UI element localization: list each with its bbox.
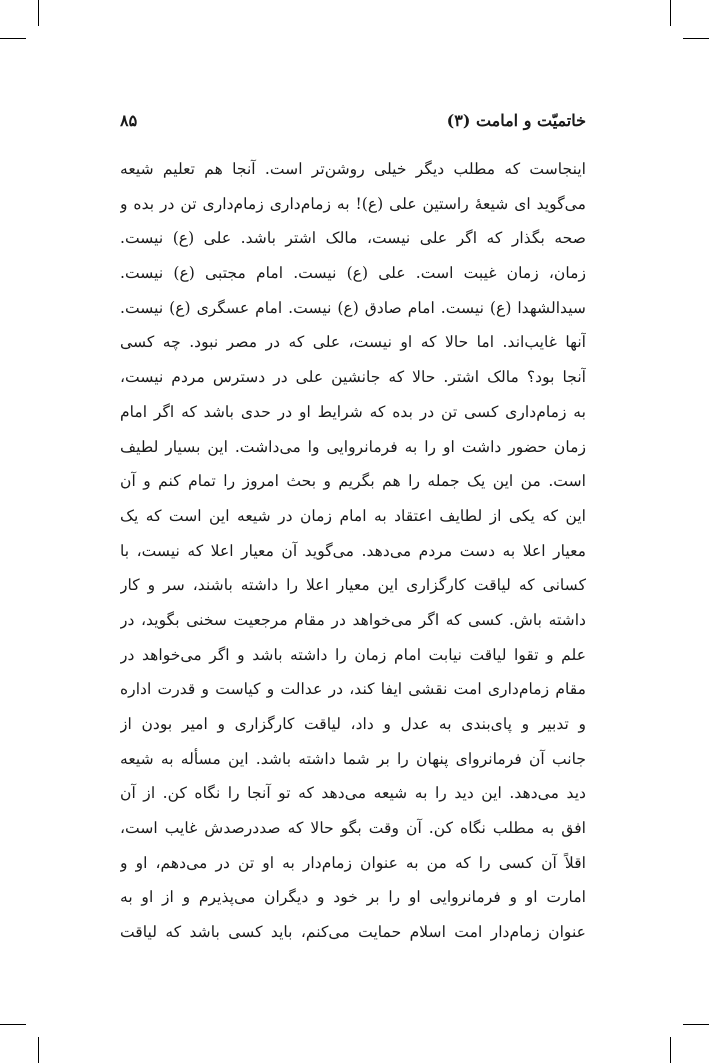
text-line: سیدالشهدا (ع) نیست. امام صادق (ع) نیست. امام عسگری (ع) نیست. <box>120 298 586 317</box>
page-number: ۸۵ <box>120 111 138 130</box>
running-header <box>120 111 586 137</box>
crop-mark-bottom-right-h <box>683 1024 709 1025</box>
crop-mark-bottom-left-h <box>0 1024 26 1025</box>
text-line: آنها غایب‌اند. اما حالا که او نیست، علی که در مصر نبود. چه کسی <box>120 333 586 352</box>
crop-mark-top-left-v <box>38 0 39 26</box>
text-line: دید می‌دهد. این دید را به شیعه می‌دهد که تو آنجا را نگاه کن. از آن <box>120 784 586 803</box>
crop-mark-bottom-left-v <box>38 1037 39 1063</box>
crop-mark-top-right-v <box>670 0 671 26</box>
text-line: امارت او و فرمانروایی او را بر خود و دیگران می‌پذیرم و از او به <box>120 888 586 907</box>
text-line: کسانی که لیاقت کارگزاری این معیار اعلا را داشته باشند، سر و کار <box>120 576 586 595</box>
text-line: می‌گوید ای شیعهٔ راستین علی (ع)! به زمام‌داری زمام‌داری تن در بده و <box>120 194 586 213</box>
text-line: مقام زمام‌داری امت نقشی ایفا کند، در عدالت و کیاست و قدرت اداره <box>120 680 586 699</box>
text-line: عنوان زمام‌دار امت اسلام حمایت می‌کنم، باید کسی باشد که لیاقت <box>120 923 586 942</box>
text-line: آنجا بود؟ مالک اشتر. حالا که جانشین علی در دسترس مردم نیست، <box>120 368 586 387</box>
text-line: علم و تقوا لیاقت نیابت امام زمان را داشته باشد و اگر می‌خواهد در <box>120 645 586 664</box>
text-line: داشته باش. کسی که اگر می‌خواهد در مقام مرجعیت سخنی بگوید، در <box>120 610 586 629</box>
text-line: به زمام‌داری کسی تن در بده که شرایط او در حدی باشد که اگر امام <box>120 402 586 421</box>
text-line: افق به مطلب نگاه کن. آن وقت بگو حالا که صددرصدش غایب است، <box>120 819 586 838</box>
text-line: است. من این یک جمله را هم بگریم و بحث امروز را تمام کنم و آن <box>120 472 586 491</box>
text-line: و تدبیر و پای‌بندی به عدل و داد، لیاقت کارگزاری و امیر بودن از <box>120 715 586 733</box>
text-line: این که یکی از لطایف اعتقاد به امام زمان در شیعه این است که یک <box>120 506 586 525</box>
crop-mark-top-left-h <box>0 38 26 39</box>
crop-mark-bottom-right-v <box>670 1037 671 1063</box>
text-line: زمان حضور داشت او را به فرمانروایی وا می‌داشت. این بسیار لطیف <box>120 437 586 456</box>
body-text <box>120 152 586 950</box>
text-line: اینجاست که مطلب دیگر خیلی روشن‌تر است. آنجا هم تعلیم شیعه <box>120 160 586 178</box>
text-line: جانب آن فرمانروای پنهان را بر شما داشته باشد. این مسأله به شیعه <box>120 749 586 768</box>
crop-mark-top-right-h <box>683 38 709 39</box>
text-line: اقلاً آن کسی را که من به عنوان زمام‌دار به او تن در می‌دهم، او و <box>120 853 586 872</box>
text-line: زمان، زمان غیبت است. علی (ع) نیست. امام مجتبی (ع) نیست. <box>120 264 586 283</box>
running-title: خاتمیّت و امامت (۳) <box>446 111 586 130</box>
text-line: صحه بگذار که اگر علی نیست، مالک اشتر باشد. علی (ع) نیست. <box>120 229 586 248</box>
text-line: معیار اعلا به دست مردم می‌دهد. می‌گوید آن معیار اعلا که نیست، با <box>120 541 586 560</box>
